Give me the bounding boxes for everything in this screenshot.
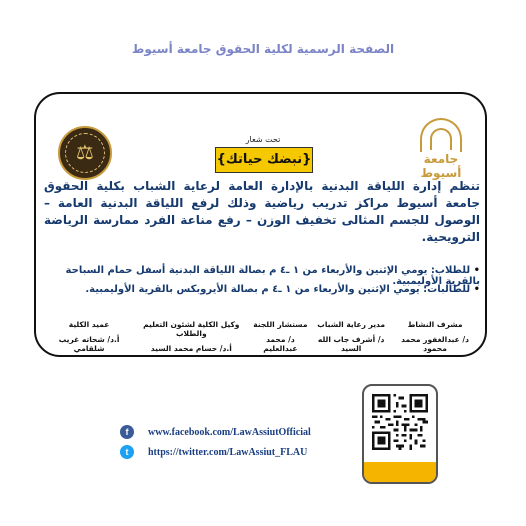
assiut-university-logo: [410, 118, 472, 180]
slogan-box: {نبضك حياتك}: [215, 147, 313, 173]
signatures-row: [46, 320, 478, 353]
signature-block: [46, 320, 132, 353]
bullet-dot: •: [470, 284, 480, 295]
signature-name: د/ أشرف جاب الله السيد: [317, 335, 385, 353]
qr-card-band: [364, 462, 436, 482]
twitter-url[interactable]: https://twitter.com/LawAssiut_FLAU: [148, 446, 308, 458]
scales-of-justice-icon: ⚖: [76, 140, 94, 164]
signature-name: د/ عبدالغفور محمد محمود: [401, 335, 469, 353]
signature-title: وكيل الكلية لشئون التعليم والطلاب: [143, 320, 240, 338]
signature-block: [392, 320, 478, 353]
qr-code-card[interactable]: [362, 384, 438, 484]
twitter-link-row[interactable]: [120, 442, 360, 462]
facebook-icon[interactable]: f: [120, 425, 134, 439]
facebook-link-row[interactable]: [120, 422, 360, 442]
qr-code[interactable]: [372, 394, 428, 450]
signature-block: [310, 320, 392, 353]
bullet-dot: •: [470, 265, 480, 276]
page-header-title: الصفحة الرسمية لكلية الحقوق جامعة أسيوط: [131, 42, 395, 56]
signature-title: مستشار اللجنة: [253, 320, 308, 329]
signature-block: [132, 320, 250, 353]
schedule-male-text: للطلاب: يومي الإثنين والأربعاء من ١ ـ٤ م بصالة اللياقة البدنية أسفل حمام السباحة بالقرية الأوليمبية.: [65, 265, 480, 287]
facebook-url[interactable]: www.facebook.com/LawAssiutOfficial: [148, 426, 311, 438]
signature-title: عميد الكلية: [68, 320, 110, 329]
signature-name: أ.د/ حسام محمد السيد: [150, 344, 232, 353]
signature-name: أ.د/ شحاته غريب شلقامي: [58, 335, 120, 353]
social-links: [120, 422, 360, 462]
signature-title: مشرف النشاط: [407, 320, 463, 329]
logo-university-word: جامعة أسيوط: [420, 152, 462, 180]
signature-title: مدير رعاية الشباب: [317, 320, 386, 329]
signature-block: [251, 320, 311, 353]
twitter-icon[interactable]: t: [120, 445, 134, 459]
schedule-female-line: [44, 284, 480, 295]
schedule-female-text: للطالبات: يومي الإثنين والأربعاء من ١ ـ٤ م بصالة الأيروبكس بالقرية الأوليمبية.: [85, 284, 471, 295]
slogan-caption: تحت شعار: [245, 135, 281, 144]
signature-name: د/ محمد عبدالعليم: [263, 335, 298, 353]
announcement-paragraph: تنظم إدارة اللياقة البدنية بالإدارة العامة لرعاية الشباب بكلية الحقوق جامعة أسيوط مراكز تدريب رياضية وذلك لرفع اللياقة البدنية العامة – الوصول للجسم المثالى تخفيف الوزن – رفع مناعة الفرد ممارسة الرياضة الترويحية.: [44, 179, 480, 244]
